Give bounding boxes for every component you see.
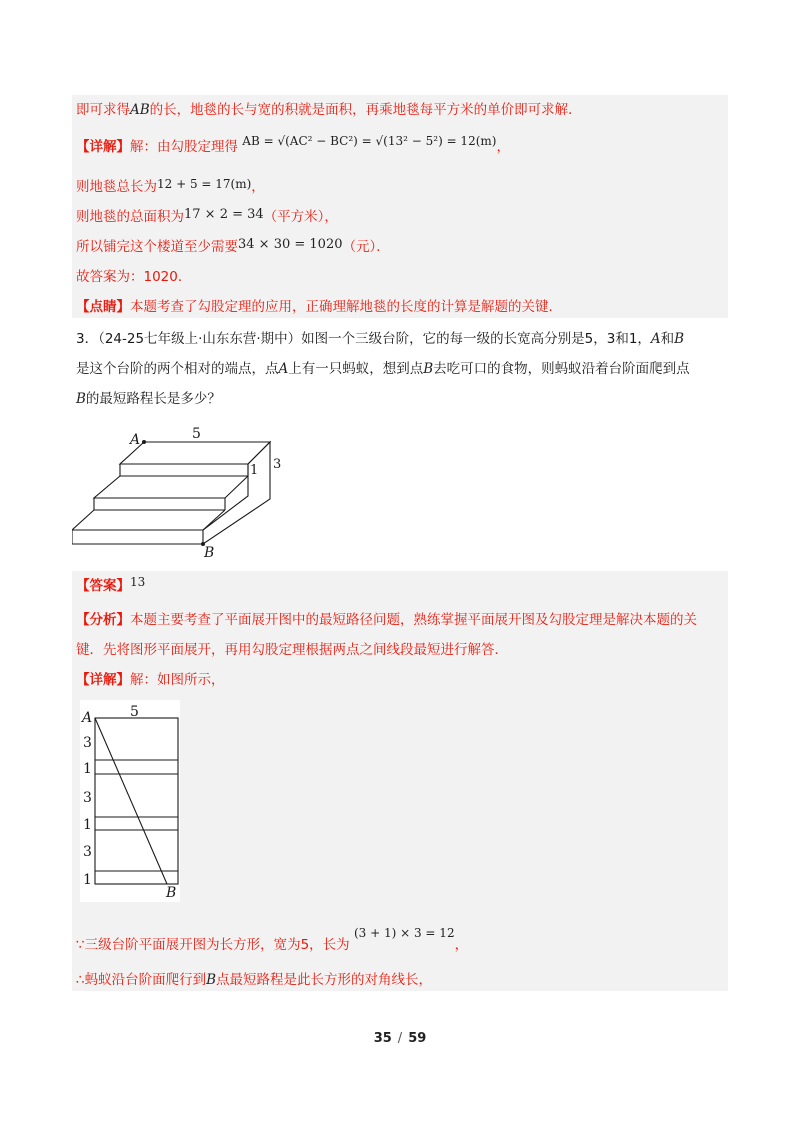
text: ， — [454, 937, 469, 953]
point-b: B — [674, 331, 685, 347]
step-1-tread — [94, 476, 248, 498]
question-line-2 — [76, 359, 690, 379]
formula-pythagoras: AB = √(AC² − BC²) = √(13² − 5²) = 12(m) — [242, 134, 497, 148]
label-a: A — [130, 432, 141, 448]
solution-line-6: 故答案为：1020． — [76, 269, 192, 285]
point-b: B — [76, 391, 86, 407]
stairs-figure — [72, 424, 292, 560]
step-2 — [94, 498, 225, 510]
point-b: B — [423, 361, 434, 377]
text: 本题考查了勾股定理的应用，正确理解地毯的长度的计算是解题的关键． — [130, 299, 562, 315]
solution-line-2 — [76, 134, 510, 157]
label-width: 3 — [273, 457, 282, 472]
text: ， — [251, 179, 265, 195]
solution-line-1 — [76, 100, 582, 120]
label-b: B — [166, 885, 177, 901]
page-separator: / — [397, 1031, 403, 1046]
text: 的最短路程长是多少？ — [85, 391, 221, 407]
side-label: 1 — [83, 761, 92, 777]
side-label: 3 — [83, 790, 92, 806]
text: 本题主要考查了平面展开图中的最短路径问题，熟练掌握平面展开图及勾股定理是解决本题的关 — [130, 612, 697, 628]
bottom-line-1 — [76, 926, 469, 955]
math-ab: AB — [130, 102, 150, 118]
question-line-3 — [76, 389, 221, 409]
answer-tag: 【答案】 — [76, 578, 130, 594]
side-label: 3 — [83, 735, 92, 751]
label-width: 5 — [130, 704, 139, 720]
stairs-right-side — [203, 442, 270, 544]
formula-cost: 34 × 30 = 1020 — [238, 237, 343, 252]
text: 点最短路程是此长方形的对角线长， — [216, 972, 433, 988]
text: 则地毯的总面积为 — [76, 209, 184, 225]
answer-line — [76, 576, 145, 596]
comment-tag: 【点睛】 — [76, 299, 130, 315]
label-b: B — [204, 545, 215, 560]
step-2-tread — [72, 510, 225, 530]
solution-line-7 — [76, 297, 562, 317]
side-label: 1 — [83, 817, 92, 833]
text: ， — [496, 139, 510, 155]
current-page: 35 — [373, 1031, 392, 1046]
answer-value: 13 — [130, 575, 146, 589]
text: 解：如图所示， — [130, 672, 225, 688]
analysis-tag: 【分析】 — [76, 612, 130, 628]
analysis-line-2: 键．先将图形平面展开，再用勾股定理根据两点之间线段最短进行解答． — [76, 642, 508, 658]
side-label: 3 — [83, 844, 92, 860]
analysis-line-1 — [76, 610, 697, 630]
text: 上有一只蚂蚁，想到点 — [288, 361, 424, 377]
text: 去吃可口的食物，则蚂蚁沿着台阶面爬到点 — [433, 361, 690, 377]
label-a: A — [82, 710, 93, 726]
text: 则地毯总长为 — [76, 179, 157, 195]
text: 解：由勾股定理得 — [130, 139, 238, 155]
formula-total-length: 12 + 5 = 17(m) — [157, 177, 252, 191]
side-label: 1 — [83, 872, 92, 888]
text: 所以铺完这个楼道至少需要 — [76, 239, 238, 255]
point-b: B — [206, 972, 217, 988]
text: 的长，地毯的长与宽的积就是面积，再乘地毯每平方米的单价即可求解． — [149, 102, 582, 118]
point-a: A — [650, 331, 661, 347]
text: 即可求得 — [76, 102, 130, 118]
total-pages: 59 — [408, 1031, 427, 1046]
solution-line-5 — [76, 237, 390, 258]
text: （元）． — [342, 239, 390, 255]
bottom-line-2 — [76, 970, 432, 990]
text: （平方米）， — [263, 209, 338, 225]
detail-tag: 【详解】 — [76, 139, 130, 155]
text: ∴蚂蚁沿台阶面爬行到 — [76, 972, 207, 988]
question-line-1 — [76, 329, 684, 349]
point-a-dot — [142, 440, 146, 444]
formula-length: (3 + 1) × 3 = 12 — [353, 926, 455, 940]
step-top-surface — [120, 442, 270, 464]
text: 是这个台阶的两个相对的端点，点 — [76, 361, 279, 377]
page-number — [0, 1031, 800, 1046]
formula-area: 17 × 2 = 34 — [184, 207, 264, 222]
step-3 — [72, 530, 203, 544]
label-length: 5 — [192, 426, 201, 442]
step-1 — [120, 464, 248, 476]
unfold-figure — [80, 700, 180, 902]
text: （24-25七年级上·山东东营·期中）如图一个三级台阶，它的每一级的长宽高分别是5，3和1， — [98, 331, 651, 347]
question-number: 3． — [76, 331, 99, 347]
detail-tag: 【详解】 — [76, 672, 130, 688]
text: 和 — [660, 331, 675, 347]
text: ∵三级台阶平面展开图为长方形，宽为5，长为 — [76, 937, 350, 953]
label-height: 1 — [250, 463, 259, 478]
solution-line-4 — [76, 207, 338, 228]
solution-line-3 — [76, 177, 265, 197]
detail-line — [76, 670, 225, 690]
point-a: A — [278, 361, 289, 377]
